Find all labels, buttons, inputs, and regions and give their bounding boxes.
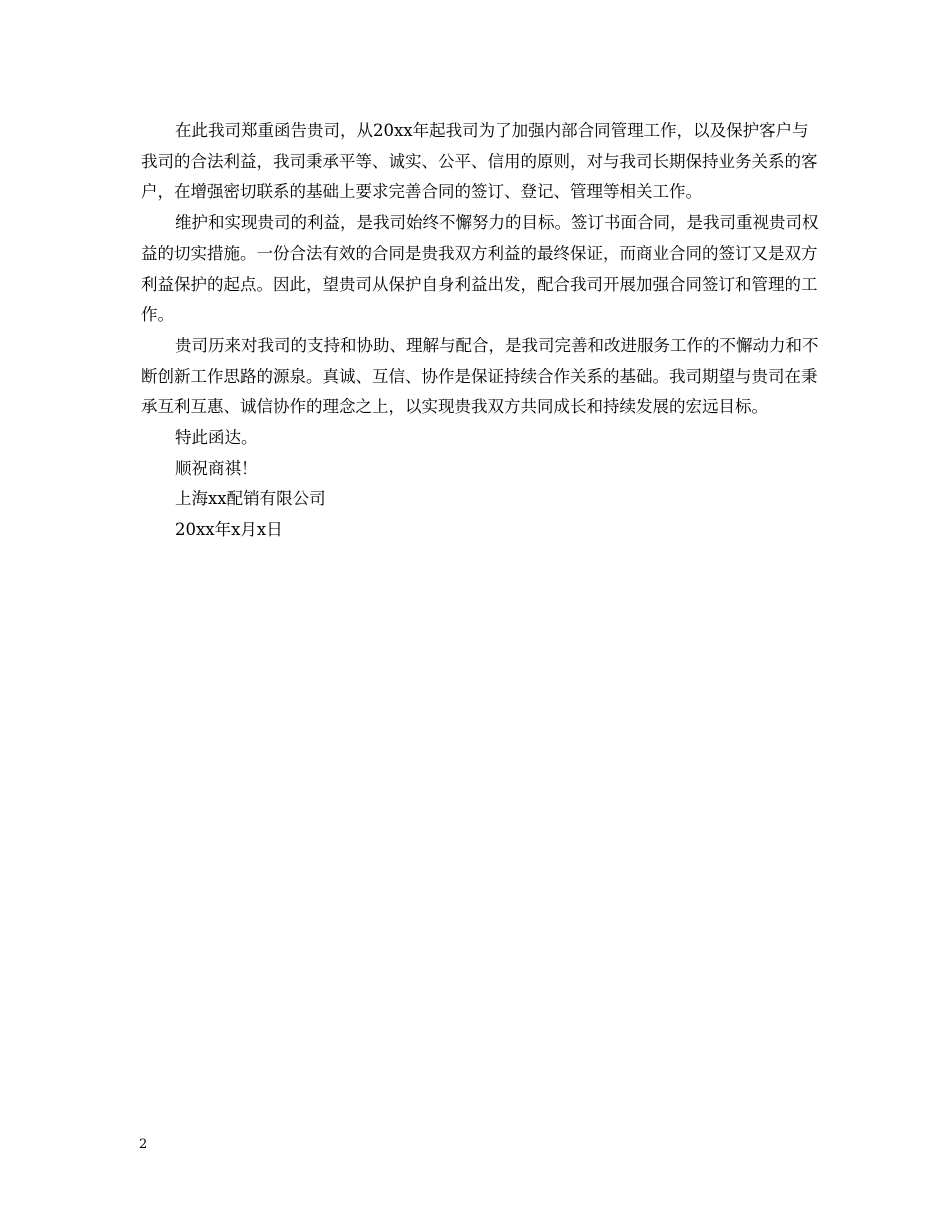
paragraph-management-notice: 在此我司郑重函告贵司，从20xx年起我司为了加强内部合同管理工作，以及保护客户与我司的合法利益，我司秉承平等、诚实、公平、信用的原则，对与我司长期保持业务关系的客户，在增强密切联系的基础上要求完善合同的签订、登记、管理等相关工作。 [141, 121, 818, 202]
salutation-line: 顺祝商祺！ [175, 458, 258, 478]
letter-body [141, 116, 821, 546]
letter-date: 20xx年x月x日 [175, 520, 283, 540]
company-name: 上海xx配销有限公司 [175, 489, 326, 509]
paragraph-cooperation: 贵司历来对我司的支持和协助、理解与配合，是我司完善和改进服务工作的不懈动力和不断创新工作思路的源泉。真诚、互信、协作是保证持续合作关系的基础。我司期望与贵司在秉承互利互惠、诚信协作的理念之上，以实现贵我双方共同成长和持续发展的宏远目标。 [141, 335, 819, 417]
closing-line: 特此函达。 [175, 428, 258, 448]
paragraph-interest-protection: 维护和实现贵司的利益，是我司始终不懈努力的目标。签订书面合同，是我司重视贵司权益的切实措施。一份合法有效的合同是贵我双方利益的最终保证，而商业合同的签订又是双方利益保护的起点。因此，望贵司从保护自身利益出发，配合我司开展加强合同签订和管理的工作。 [141, 213, 819, 325]
page-number: 2 [139, 1137, 148, 1152]
